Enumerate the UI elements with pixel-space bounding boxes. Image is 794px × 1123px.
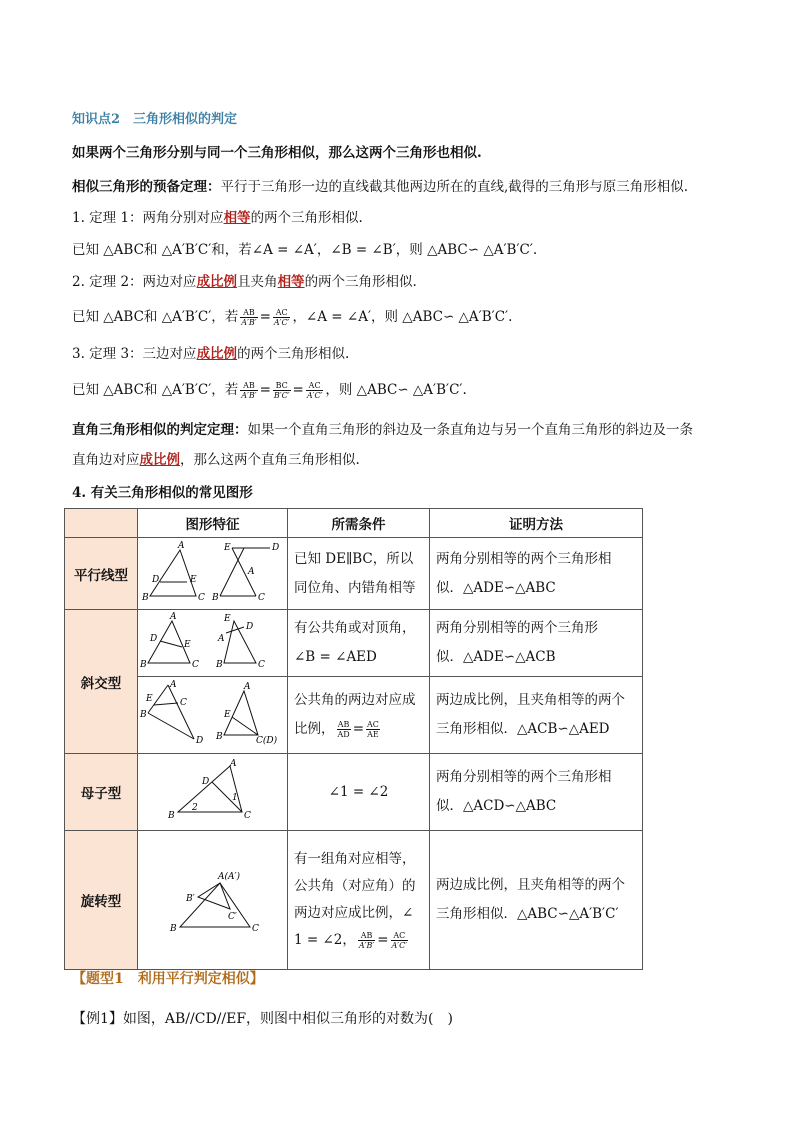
lbl-C: C bbox=[180, 698, 187, 708]
theorem-1 bbox=[72, 208, 363, 228]
proof-line: 两角分别相等的两个三角形相 bbox=[436, 550, 612, 567]
figure-rotation bbox=[138, 831, 288, 970]
header-condition: 所需条件 bbox=[288, 509, 430, 538]
lbl-A: A bbox=[230, 759, 237, 769]
type-rotation: 旋转型 bbox=[65, 831, 138, 970]
figure-oblique-1-svg bbox=[138, 611, 287, 671]
t3-b: 的两个三角形相似. bbox=[237, 346, 350, 362]
t2-red1: 成比例 bbox=[196, 274, 238, 290]
table-row bbox=[65, 677, 643, 754]
figure-parallel bbox=[138, 538, 288, 610]
t3-ex-b: ，则 △ABC∽ △A′B′C′. bbox=[325, 382, 467, 398]
t1-red: 相等 bbox=[223, 210, 251, 226]
table-row bbox=[65, 610, 643, 677]
lbl-E2: E bbox=[224, 543, 231, 553]
proof-line: 三角形相似．△ACB∽△AED bbox=[436, 721, 610, 737]
lbl-angle2: 2 bbox=[192, 803, 198, 813]
lbl-C: C bbox=[198, 593, 205, 603]
lbl-B: B bbox=[140, 660, 147, 670]
lbl-D: D bbox=[152, 575, 160, 585]
proof-oblique-1 bbox=[430, 610, 643, 677]
fraction-ab: $\frac{AB}{A'B'}$ bbox=[241, 308, 257, 327]
figure-oblique-1 bbox=[138, 610, 288, 677]
proof-line: 似．△ADE∽△ABC bbox=[436, 579, 556, 596]
figure-rotation-svg bbox=[138, 831, 287, 965]
lbl-B2: B bbox=[216, 660, 223, 670]
cond-line: 1 = ∠2， $\frac{AB}{A'B'}$ = $\frac{AC}{A'C'}$ bbox=[294, 931, 408, 950]
lbl-D: D bbox=[150, 634, 158, 644]
proof-line: 三角形相似．△ABC∽△A′B′C′ bbox=[436, 906, 619, 922]
eq-sign: = bbox=[259, 309, 271, 325]
theorem-2-example bbox=[72, 307, 512, 327]
lbl-D2: D bbox=[246, 622, 254, 632]
proof-parallel bbox=[430, 538, 643, 610]
t2-red2: 相等 bbox=[277, 274, 305, 290]
eq-sign-3b: = bbox=[292, 382, 304, 398]
preliminary-theorem-text: 平行于三角形一边的直线截其他两边所在的直线,截得的三角形与原三角形相似. bbox=[220, 179, 689, 195]
rt-label: 直角三角形相似的判定定理： bbox=[72, 422, 248, 438]
proof-line: 似．△ADE∽△ACB bbox=[436, 649, 556, 665]
figure-oblique-2 bbox=[138, 677, 288, 754]
rt-text: 如果一个直角三角形的斜边及一条直角边与另一个直角三角形的斜边及一条 bbox=[247, 422, 693, 438]
section-title: 知识点2 三角形相似的判定 bbox=[72, 112, 238, 127]
figures-heading: 4. 有关三角形相似的常见图形 bbox=[72, 485, 253, 501]
table-row bbox=[65, 754, 643, 831]
proof-mother-child bbox=[430, 754, 643, 831]
proof-line: 两边成比例，且夹角相等的两个 bbox=[436, 692, 625, 708]
lbl-B2: B bbox=[212, 593, 219, 603]
t1-b: 的两个三角形相似. bbox=[250, 210, 363, 226]
cond-line: 有公共角或对顶角， bbox=[294, 620, 416, 636]
cond-line: 两边对应成比例，∠ bbox=[294, 905, 414, 921]
rt2-b: ，那么这两个直角三角形相似. bbox=[180, 452, 360, 468]
type-oblique: 斜交型 bbox=[65, 610, 138, 754]
proof-rotation bbox=[430, 831, 643, 970]
right-triangle-theorem-2 bbox=[72, 450, 360, 470]
lbl-angle1: 1 bbox=[232, 793, 238, 803]
t2-c: 的两个三角形相似. bbox=[304, 274, 417, 290]
lbl-D2: D bbox=[272, 543, 280, 553]
cond-line: 比例， $\frac{AB}{AD}$ = $\frac{AC}{AE}$ bbox=[294, 720, 379, 739]
fraction-ab-3: $\frac{AB}{A'B'}$ bbox=[241, 381, 257, 400]
lbl-AA: A(A′) bbox=[218, 872, 241, 882]
figure-mother-child-svg bbox=[138, 754, 287, 826]
lbl-C2: C′ bbox=[228, 912, 237, 922]
fraction-ac: $\frac{AC}{A'C'}$ bbox=[273, 308, 290, 327]
t2-a: 2. 定理 2：两边对应 bbox=[72, 274, 197, 290]
lbl-E: E bbox=[190, 575, 197, 585]
cond-line: 已知 DE∥BC，所以 bbox=[294, 550, 414, 567]
t2-b: 且夹角 bbox=[237, 274, 278, 290]
type-heading: 【题型1 利用平行判定相似】 bbox=[72, 971, 264, 987]
lbl-B: B bbox=[170, 924, 177, 934]
fraction-ab-ab2: $\frac{AB}{A'B'}$ bbox=[358, 931, 375, 950]
header-figure: 图形特征 bbox=[138, 509, 288, 538]
figure-mother-child bbox=[138, 754, 288, 831]
fraction-ac-ac2: $\frac{AC}{A'C'}$ bbox=[391, 931, 408, 950]
lbl-A2: A bbox=[244, 682, 251, 692]
theorem-1-example: 已知 △ABC和 △A′B′C′和，若∠A = ∠A′，∠B = ∠B′，则 △ABC∽ △A′B′C′. bbox=[72, 242, 538, 258]
t2-ex-b: ，∠A = ∠A′，则 △ABC∽ △A′B′C′. bbox=[292, 309, 513, 325]
fraction-bc-3: $\frac{BC}{B'C'}$ bbox=[273, 381, 290, 400]
fraction-ab-ad: $\frac{AB}{AD}$ bbox=[337, 720, 350, 739]
lbl-C: C bbox=[192, 660, 199, 670]
figures-table bbox=[64, 508, 643, 970]
line-1: 如果两个三角形分别与同一个三角形相似，那么这两个三角形也相似. bbox=[72, 145, 482, 161]
table-row bbox=[65, 538, 643, 610]
proof-line: 似．△ACD∽△ABC bbox=[436, 798, 557, 814]
lbl-C: C bbox=[244, 811, 251, 821]
lbl-B: B bbox=[140, 710, 147, 720]
lbl-D: D bbox=[202, 777, 210, 787]
table-header-row bbox=[65, 509, 643, 538]
lbl-C2: C bbox=[258, 593, 265, 603]
lbl-C2: C bbox=[258, 660, 265, 670]
condition-mother-child: ∠1 = ∠2 bbox=[288, 754, 430, 831]
figure-oblique-2-svg bbox=[138, 677, 287, 749]
fraction-ac-3: $\frac{AC}{A'C'}$ bbox=[306, 381, 323, 400]
lbl-A: A bbox=[170, 680, 177, 690]
lbl-A2: A bbox=[218, 634, 225, 644]
figure-parallel-svg bbox=[138, 538, 287, 605]
type-mother-child: 母子型 bbox=[65, 754, 138, 831]
condition-parallel bbox=[288, 538, 430, 610]
cond-line: ∠B = ∠AED bbox=[294, 649, 377, 665]
rt2-red: 成比例 bbox=[139, 452, 180, 468]
lbl-D: D bbox=[196, 736, 204, 746]
lbl-B: B bbox=[168, 811, 175, 821]
line-2 bbox=[72, 177, 688, 197]
cond-line: 公共角的两边对应成 bbox=[294, 692, 416, 708]
right-triangle-theorem bbox=[72, 420, 693, 440]
condition-oblique-1 bbox=[288, 610, 430, 677]
lbl-CD: C(D) bbox=[256, 736, 278, 746]
lbl-E: E bbox=[146, 694, 153, 704]
proof-line: 两角分别相等的两个三角形 bbox=[436, 620, 598, 636]
proof-oblique-2 bbox=[430, 677, 643, 754]
table-row bbox=[65, 831, 643, 970]
proof-line: 两边成比例，且夹角相等的两个 bbox=[436, 877, 625, 893]
lbl-A2: A bbox=[248, 567, 255, 577]
t3-red: 成比例 bbox=[196, 346, 238, 362]
theorem-3 bbox=[72, 344, 349, 364]
theorem-3-example bbox=[72, 380, 467, 400]
cond-line: 有一组角对应相等， bbox=[294, 851, 416, 867]
lbl-E2: E bbox=[224, 614, 231, 624]
fraction-ac-ae: $\frac{AC}{AE}$ bbox=[367, 720, 379, 739]
lbl-E2: E bbox=[224, 710, 231, 720]
condition-oblique-2 bbox=[288, 677, 430, 754]
header-proof: 证明方法 bbox=[430, 509, 643, 538]
lbl-A: A bbox=[178, 541, 185, 551]
lbl-B: B bbox=[142, 593, 149, 603]
t2-ex-a: 已知 △ABC和 △A′B′C′，若 bbox=[72, 309, 239, 325]
theorem-2 bbox=[72, 272, 417, 292]
t3-ex-a: 已知 △ABC和 △A′B′C′，若 bbox=[72, 382, 239, 398]
cond-line: 同位角、内错角相等 bbox=[294, 579, 416, 596]
lbl-A: A bbox=[170, 612, 177, 622]
preliminary-theorem-label: 相似三角形的预备定理： bbox=[72, 179, 221, 195]
example-1: 【例1】如图，AB//CD//EF，则图中相似三角形的对数为( ) bbox=[72, 1011, 453, 1027]
eq-sign-3a: = bbox=[259, 382, 271, 398]
t1-a: 1. 定理 1：两角分别对应 bbox=[72, 210, 224, 226]
proof-line: 两角分别相等的两个三角形相 bbox=[436, 769, 612, 785]
rt2-a: 直角边对应 bbox=[72, 452, 140, 468]
lbl-C: C bbox=[252, 924, 259, 934]
condition-rotation bbox=[288, 831, 430, 970]
lbl-B2: B bbox=[216, 732, 223, 742]
t3-a: 3. 定理 3：三边对应 bbox=[72, 346, 197, 362]
lbl-B2: B′ bbox=[186, 894, 195, 904]
lbl-E: E bbox=[184, 640, 191, 650]
type-parallel: 平行线型 bbox=[65, 538, 138, 610]
cond-line: 公共角（对应角）的 bbox=[294, 878, 416, 894]
header-blank bbox=[65, 509, 138, 538]
